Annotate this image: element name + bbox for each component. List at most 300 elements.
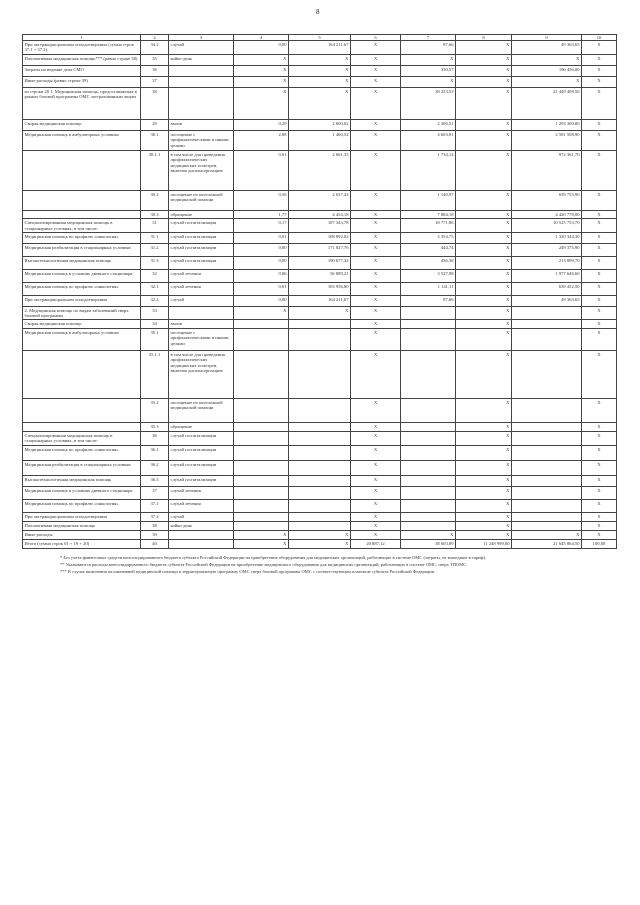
- unit-cost: 2 037,43: [289, 191, 351, 211]
- share-percent: X: [582, 423, 617, 432]
- row-code: 30.1.1: [141, 151, 169, 191]
- row-code: 37.2: [141, 512, 169, 521]
- unit: случай: [169, 512, 234, 521]
- row-code: 36.1: [141, 445, 169, 460]
- volume: 0,00: [234, 256, 289, 269]
- column-number: 8: [456, 35, 512, 41]
- column-number: 1: [23, 35, 141, 41]
- unit: случай госпитализации: [169, 243, 234, 256]
- cost-budget: X: [351, 232, 401, 243]
- table-row: [23, 486, 617, 499]
- volume: X: [234, 88, 289, 120]
- cost-oms: [401, 460, 456, 475]
- total-budget: X: [456, 88, 512, 120]
- cost-oms: 2 306,51: [401, 120, 456, 131]
- unit-cost: 171 827,76: [289, 243, 351, 256]
- cost-oms: 3 527,88: [401, 269, 456, 282]
- unit: посещение по неотложной медицинской помощи: [169, 399, 234, 423]
- total-oms: 49 363,65: [512, 295, 582, 306]
- total-budget: 11 248 999,00: [456, 539, 512, 548]
- total-budget: X: [456, 131, 512, 151]
- row-code: 36.3: [141, 475, 169, 486]
- row-code: 36.2: [141, 460, 169, 475]
- total-oms: X: [512, 77, 582, 88]
- row-code: 34: [141, 320, 169, 329]
- cost-table: [22, 34, 616, 549]
- cost-budget: X: [351, 445, 401, 460]
- total-budget: X: [456, 530, 512, 539]
- row-label: При экстракорпоральном оплодотворении (сумма строк 37.1 + 37.2): [23, 41, 141, 55]
- share-percent: X: [582, 211, 617, 219]
- total-oms: 639 755,90: [512, 191, 582, 211]
- row-label: Медицинская помощь в условиях дневного стационара: [23, 269, 141, 282]
- row-label: Паллиативная медицинская помощь: [23, 521, 141, 530]
- table-row: [23, 475, 617, 486]
- total-oms: [512, 423, 582, 432]
- total-oms: 10 525 753,70: [512, 219, 582, 232]
- footnote: *** В случае включения паллиативной медицинской помощи в территориальную программу ОМС сверх базовой программы ОМС с соответствующим платежом субъекта Российской Федерации.: [60, 568, 436, 574]
- unit-cost: 103 956,80: [289, 282, 351, 295]
- cost-oms: [401, 521, 456, 530]
- table-row: [23, 521, 617, 530]
- row-code: 39: [141, 530, 169, 539]
- volume: 0,06: [234, 269, 289, 282]
- unit-cost: 2 600,02: [289, 120, 351, 131]
- volume: 0,17: [234, 219, 289, 232]
- row-code: 34.2: [141, 41, 169, 55]
- cost-oms: 1 140,97: [401, 191, 456, 211]
- table-row: [23, 399, 617, 423]
- row-code: 38: [141, 88, 169, 120]
- table-row: [23, 191, 617, 211]
- volume: [234, 432, 289, 445]
- volume: [234, 521, 289, 530]
- total-budget: X: [456, 399, 512, 423]
- column-number: 6: [351, 35, 401, 41]
- cost-oms: 87,66: [401, 295, 456, 306]
- total-oms: [512, 329, 582, 351]
- row-code: 36: [141, 66, 169, 77]
- total-budget: X: [456, 432, 512, 445]
- total-oms: X: [512, 530, 582, 539]
- row-code: 31: [141, 219, 169, 232]
- cost-budget: X: [351, 219, 401, 232]
- row-code: 30.2: [141, 191, 169, 211]
- table-row: [23, 66, 617, 77]
- unit-cost: 107 343,78: [289, 219, 351, 232]
- total-oms: 1 977 646,60: [512, 269, 582, 282]
- cost-budget: X: [351, 243, 401, 256]
- share-percent: X: [582, 521, 617, 530]
- total-budget: X: [456, 486, 512, 499]
- cost-budget: X: [351, 269, 401, 282]
- cost-budget: X: [351, 41, 401, 55]
- total-budget: X: [456, 295, 512, 306]
- cost-budget: X: [351, 320, 401, 329]
- share-percent: X: [582, 486, 617, 499]
- share-percent: X: [582, 55, 617, 66]
- unit-cost: [289, 460, 351, 475]
- table-row: [23, 256, 617, 269]
- row-label: [23, 191, 141, 211]
- total-budget: X: [456, 219, 512, 232]
- unit: посещение с профилактическими и иными целями: [169, 131, 234, 151]
- share-percent: X: [582, 88, 617, 120]
- unit: случай госпитализации: [169, 475, 234, 486]
- cost-budget: X: [351, 499, 401, 512]
- unit-cost: X: [289, 66, 351, 77]
- volume: [234, 351, 289, 399]
- volume: [234, 399, 289, 423]
- share-percent: X: [582, 499, 617, 512]
- volume: [234, 329, 289, 351]
- share-percent: X: [582, 432, 617, 445]
- unit-cost: 164 211,67: [289, 295, 351, 306]
- share-percent: X: [582, 295, 617, 306]
- cost-budget: X: [351, 399, 401, 423]
- cost-oms: 1 734,14: [401, 151, 456, 191]
- cost-budget: X: [351, 211, 401, 219]
- row-code: 37.1: [141, 499, 169, 512]
- share-percent: X: [582, 131, 617, 151]
- volume: 0,01: [234, 282, 289, 295]
- total-oms: 213 899,70: [512, 256, 582, 269]
- table-row: [23, 232, 617, 243]
- total-oms: 639 452,50: [512, 282, 582, 295]
- table-row: [23, 530, 617, 539]
- row-label: Медицинская помощь по профилю «онкология»: [23, 445, 141, 460]
- cost-oms: X: [401, 77, 456, 88]
- total-oms: [512, 521, 582, 530]
- table-row: [23, 539, 617, 548]
- unit-cost: 2 661,35: [289, 151, 351, 191]
- cost-budget: X: [351, 460, 401, 475]
- total-budget: X: [456, 66, 512, 77]
- row-code: 35.1.1: [141, 351, 169, 399]
- row-code: 35: [141, 55, 169, 66]
- share-percent: X: [582, 329, 617, 351]
- unit-cost: [289, 521, 351, 530]
- share-percent: X: [582, 41, 617, 55]
- unit: вызов: [169, 120, 234, 131]
- cost-budget: X: [351, 131, 401, 151]
- column-number: 4: [234, 35, 289, 41]
- unit: случай лечения: [169, 486, 234, 499]
- row-label: При экстракорпоральном оплодотворении: [23, 295, 141, 306]
- unit-cost: X: [289, 306, 351, 319]
- cost-budget: 20 887,12: [351, 539, 401, 548]
- unit-cost: X: [289, 88, 351, 120]
- table-row: [23, 295, 617, 306]
- row-code: 35.3: [141, 423, 169, 432]
- unit-cost: [289, 512, 351, 521]
- share-percent: X: [582, 320, 617, 329]
- row-code: 29: [141, 120, 169, 131]
- total-budget: X: [456, 499, 512, 512]
- table-row: [23, 55, 617, 66]
- row-label: [23, 351, 141, 399]
- total-oms: [512, 486, 582, 499]
- cost-oms: 1 141,11: [401, 282, 456, 295]
- table-row: [23, 131, 617, 151]
- table-row: [23, 211, 617, 219]
- cost-budget: X: [351, 66, 401, 77]
- total-budget: X: [456, 243, 512, 256]
- cost-oms: [401, 486, 456, 499]
- row-label: из строки 20 1. Медицинская помощь, предоставляемая в рамках базовой программы ОМС застрахованным лицам: [23, 88, 141, 120]
- cost-oms: [401, 499, 456, 512]
- table-row: [23, 351, 617, 399]
- cost-oms: 2 354,75: [401, 232, 456, 243]
- volume: [234, 499, 289, 512]
- cost-oms: [401, 445, 456, 460]
- unit-cost: [289, 351, 351, 399]
- cost-oms: 7 884,18: [401, 211, 456, 219]
- unit-cost: X: [289, 55, 351, 66]
- cost-budget: X: [351, 191, 401, 211]
- volume: [234, 460, 289, 475]
- column-number: 2: [141, 35, 169, 41]
- volume: X: [234, 530, 289, 539]
- table-row: [23, 460, 617, 475]
- footnote: ** Указываются расходы консолидированного бюджета субъекта Российской Федерации на приобретение медицинского оборудования для медицинских организаций, работающих в системе ОМС, сверх ТПОМС.: [60, 561, 468, 567]
- table-row: [23, 329, 617, 351]
- total-budget: X: [456, 282, 512, 295]
- cost-budget: X: [351, 475, 401, 486]
- column-number: 5: [289, 35, 351, 41]
- cost-budget: X: [351, 120, 401, 131]
- unit-cost: 4 454,18: [289, 211, 351, 219]
- cost-oms: [401, 351, 456, 399]
- unit: [169, 539, 234, 548]
- unit-cost: [289, 423, 351, 432]
- unit: в том числе для проведения профилактических медицинских осмотров, включая диспансеризацию: [169, 151, 234, 191]
- row-label: Медицинская помощь по профилю «онкология»: [23, 499, 141, 512]
- unit-cost: X: [289, 539, 351, 548]
- volume: 0,61: [234, 151, 289, 191]
- cost-oms: 4 603,81: [401, 131, 456, 151]
- table-row: [23, 423, 617, 432]
- table-row: [23, 41, 617, 55]
- share-percent: X: [582, 256, 617, 269]
- unit-cost: [289, 399, 351, 423]
- total-oms: [512, 432, 582, 445]
- share-percent: X: [582, 306, 617, 319]
- row-label: Паллиативная медицинская помощь*** (равно строке 38): [23, 55, 141, 66]
- cost-oms: X: [401, 55, 456, 66]
- total-budget: X: [456, 475, 512, 486]
- total-budget: X: [456, 77, 512, 88]
- share-percent: X: [582, 512, 617, 521]
- total-oms: 2 581 508,90: [512, 131, 582, 151]
- volume: X: [234, 539, 289, 548]
- cost-oms: [401, 475, 456, 486]
- volume: 0,00: [234, 41, 289, 55]
- column-number: 10: [582, 35, 617, 41]
- row-label: Скорая медицинская помощь: [23, 320, 141, 329]
- cost-budget: X: [351, 151, 401, 191]
- total-budget: X: [456, 191, 512, 211]
- row-label: [23, 423, 141, 432]
- total-budget: X: [456, 55, 512, 66]
- row-label: Затраты на ведение дела СМО: [23, 66, 141, 77]
- volume: 0,00: [234, 243, 289, 256]
- total-budget: X: [456, 120, 512, 131]
- total-oms: [512, 475, 582, 486]
- volume: X: [234, 55, 289, 66]
- row-code: 35.2: [141, 399, 169, 423]
- share-percent: X: [582, 232, 617, 243]
- column-number: 3: [169, 35, 234, 41]
- total-budget: X: [456, 460, 512, 475]
- share-percent: X: [582, 191, 617, 211]
- unit: [169, 66, 234, 77]
- row-label: Медицинская помощь в амбулаторных условиях: [23, 329, 141, 351]
- total-oms: [512, 399, 582, 423]
- unit: [169, 306, 234, 319]
- unit: койко-день: [169, 55, 234, 66]
- volume: 2,88: [234, 131, 289, 151]
- row-code: 30.3: [141, 211, 169, 219]
- cost-budget: X: [351, 432, 401, 445]
- unit: в том числе для проведения профилактических медицинских осмотров, включая диспансеризацию: [169, 351, 234, 399]
- table-row: [23, 151, 617, 191]
- row-label: Высокотехнологичная медицинская помощь: [23, 475, 141, 486]
- volume: X: [234, 77, 289, 88]
- cost-budget: X: [351, 521, 401, 530]
- total-oms: [512, 445, 582, 460]
- total-budget: X: [456, 423, 512, 432]
- table-row: [23, 512, 617, 521]
- share-percent: X: [582, 66, 617, 77]
- total-oms: [512, 460, 582, 475]
- page-number: 8: [316, 8, 320, 16]
- row-code: 37: [141, 486, 169, 499]
- unit-cost: [289, 320, 351, 329]
- unit: случай госпитализации: [169, 232, 234, 243]
- total-oms: [512, 351, 582, 399]
- row-label: Иные расходы: [23, 530, 141, 539]
- total-budget: X: [456, 151, 512, 191]
- unit-cost: [289, 499, 351, 512]
- total-budget: X: [456, 211, 512, 219]
- table-row: [23, 77, 617, 88]
- volume: 0,01: [234, 232, 289, 243]
- row-code: 31.1: [141, 232, 169, 243]
- cost-budget: X: [351, 306, 401, 319]
- volume: 0,56: [234, 191, 289, 211]
- cost-budget: X: [351, 329, 401, 351]
- unit-cost: X: [289, 77, 351, 88]
- unit: [169, 530, 234, 539]
- table-row: [23, 445, 617, 460]
- unit: случай госпитализации: [169, 460, 234, 475]
- cost-budget: X: [351, 423, 401, 432]
- cost-oms: 18 771,86: [401, 219, 456, 232]
- row-code: 36: [141, 432, 169, 445]
- cost-oms: [401, 399, 456, 423]
- unit-cost: 190 677,32: [289, 256, 351, 269]
- row-code: 40: [141, 539, 169, 548]
- row-label: Специализированная медицинская помощь в стационарных условиях, в том числе:: [23, 219, 141, 232]
- share-percent: 100,00: [582, 539, 617, 548]
- cost-oms: X: [401, 530, 456, 539]
- share-percent: X: [582, 120, 617, 131]
- table-row: [23, 269, 617, 282]
- unit: обращение: [169, 211, 234, 219]
- unit-cost: [289, 329, 351, 351]
- cost-table-grid: [22, 34, 617, 549]
- total-budget: X: [456, 512, 512, 521]
- total-oms: 196 456,00: [512, 66, 582, 77]
- footnote: * Без учета финансовых средств консолидированного бюджета субъекта Российской Федерации на приобретение оборудования для медицинских организаций, работающих в системе ОМС (затраты, не вошедшие в тариф).: [60, 555, 487, 560]
- volume: [234, 445, 289, 460]
- row-label: Специализированная медицинская помощь в стационарных условиях, в том числе:: [23, 432, 141, 445]
- cost-oms: 436,38: [401, 256, 456, 269]
- share-percent: X: [582, 530, 617, 539]
- cost-budget: X: [351, 55, 401, 66]
- row-code: 31.3: [141, 256, 169, 269]
- row-label: Медицинская помощь по профилю «онкология»: [23, 282, 141, 295]
- unit-cost: [289, 486, 351, 499]
- row-label: Медицинская реабилитация в стационарных условиях: [23, 460, 141, 475]
- row-label: При экстракорпоральном оплодотворении: [23, 512, 141, 521]
- cost-oms: [401, 432, 456, 445]
- total-budget: X: [456, 41, 512, 55]
- row-code: 31.2: [141, 243, 169, 256]
- cost-oms: [401, 329, 456, 351]
- volume: X: [234, 66, 289, 77]
- row-code: 35.1: [141, 329, 169, 351]
- cost-budget: X: [351, 530, 401, 539]
- cost-budget: X: [351, 77, 401, 88]
- cost-budget: X: [351, 512, 401, 521]
- row-code: 32: [141, 269, 169, 282]
- row-label: [23, 211, 141, 219]
- total-budget: X: [456, 269, 512, 282]
- share-percent: X: [582, 77, 617, 88]
- table-row: [23, 88, 617, 120]
- unit: посещение по неотложной медицинской помощи: [169, 191, 234, 211]
- total-oms: [512, 499, 582, 512]
- share-percent: X: [582, 399, 617, 423]
- row-label: Скорая медицинская помощь: [23, 120, 141, 131]
- volume: [234, 486, 289, 499]
- unit: случай лечения: [169, 499, 234, 512]
- table-row: [23, 499, 617, 512]
- total-oms: X: [512, 55, 582, 66]
- column-number: 7: [401, 35, 456, 41]
- column-number: 9: [512, 35, 582, 41]
- volume: [234, 475, 289, 486]
- share-percent: X: [582, 282, 617, 295]
- cost-budget: X: [351, 486, 401, 499]
- unit: случай лечения: [169, 282, 234, 295]
- table-row: [23, 243, 617, 256]
- unit: случай госпитализации: [169, 432, 234, 445]
- unit-cost: [289, 445, 351, 460]
- cost-oms: 38 253,53: [401, 88, 456, 120]
- total-oms: 972 361,70: [512, 151, 582, 191]
- total-oms: 4 420 778,00: [512, 211, 582, 219]
- cost-budget: X: [351, 256, 401, 269]
- row-label: Итого (сумма строк 01 + 19 + 20): [23, 539, 141, 548]
- total-oms: [512, 320, 582, 329]
- unit-cost: 108 892,02: [289, 232, 351, 243]
- row-label: [23, 399, 141, 423]
- volume: X: [234, 306, 289, 319]
- table-row: [23, 306, 617, 319]
